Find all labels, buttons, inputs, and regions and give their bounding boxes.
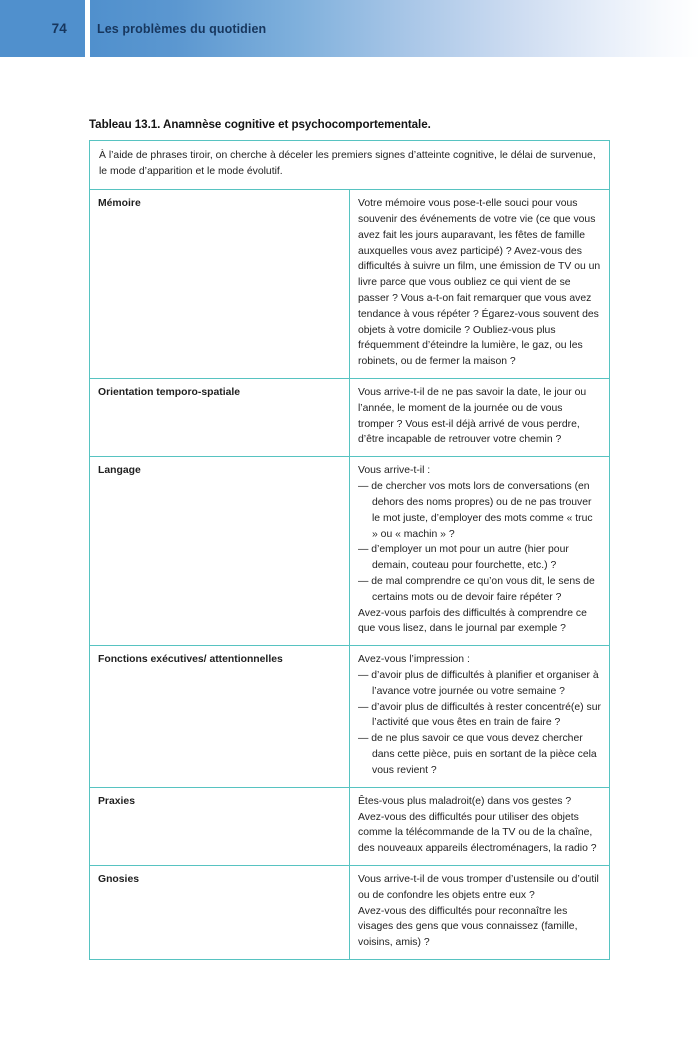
bullet-line: — de ne plus savoir ce que vous devez chercher dans cette pièce, puis en sortant de la pièce cela vous revient ? (358, 733, 597, 776)
table-row (90, 646, 610, 788)
content-line: Avez-vous des difficultés pour utiliser des objets comme la télécommande de la TV ou de la chaîne, des nouveaux appareils électroménagers, la radio ? (358, 811, 597, 855)
content-line: Avez-vous parfois des difficultés à comprendre ce que vous lisez, dans le journal par exemple ? (358, 607, 587, 635)
row-label-cell: Langage (90, 457, 350, 646)
row-content-cell (350, 865, 610, 959)
content-line: Vous arrive-t-il de ne pas savoir la date, le jour ou l’année, le moment de la journée ou de vous tromper ? Vous est-il déjà arrivé de vous perdre, d’être incapable de retrouver votre chemin ? (358, 387, 587, 446)
row-content-cell (350, 646, 610, 788)
intro-cell: À l’aide de phrases tiroir, on cherche à déceler les premiers signes d’atteinte cognitive, le délai de survenue, le mode d’apparition et le mode évolutif. (90, 141, 610, 190)
row-label-cell: Praxies (90, 787, 350, 865)
bullet-line: — de chercher vos mots lors de conversations (en dehors des noms propres) ou de ne pas trouver le mot juste, d’employer des mots comme « truc » ou « machin » ? (358, 481, 593, 540)
row-content-cell (350, 379, 610, 457)
row-label-cell: Gnosies (90, 865, 350, 959)
table-row (90, 787, 610, 865)
row-content-cell (350, 457, 610, 646)
bullet-line: — d’employer un mot pour un autre (hier pour demain, couteau pour fourchette, etc.) ? (358, 544, 569, 572)
content-line: Vous arrive-t-il de vous tromper d’ustensile ou d’outil ou de confondre les objets entre eux ? (358, 873, 599, 901)
row-label-cell: Mémoire (90, 190, 350, 379)
content-line: Êtes-vous plus maladroit(e) dans vos gestes ? (358, 795, 572, 807)
content-line: Avez-vous des difficultés pour reconnaître les visages des gens que vous connaissez (famille, voisins, amis) ? (358, 905, 578, 949)
table-row (90, 457, 610, 646)
table-block (89, 118, 610, 960)
row-label-cell: Orientation temporo-spatiale (90, 379, 350, 457)
table-caption: Tableau 13.1. Anamnèse cognitive et psychocomportementale. (89, 118, 431, 131)
row-content-cell (350, 190, 610, 379)
table-row-intro (90, 141, 610, 190)
bullet-line: — d’avoir plus de difficultés à rester concentré(e) sur l’activité que vous êtes en train de faire ? (358, 701, 601, 729)
page-number: 74 (51, 21, 67, 36)
content-line: Vous arrive-t-il : (358, 465, 431, 477)
table-body (90, 141, 610, 960)
folio-block (0, 0, 85, 57)
row-content-cell (350, 787, 610, 865)
table-row (90, 865, 610, 959)
bullet-line: — d’avoir plus de difficultés à planifier et organiser à l’avance votre journée ou votre semaine ? (358, 670, 599, 697)
table-row (90, 379, 610, 457)
bullet-line: — de mal comprendre ce qu’on vous dit, le sens de certains mots ou de devoir faire répéter ? (358, 575, 595, 603)
row-label-cell: Fonctions exécutives/ attentionnelles (90, 646, 350, 788)
table-row (90, 190, 610, 379)
running-title: Les problèmes du quotidien (97, 21, 267, 36)
content-line: Votre mémoire vous pose-t-elle souci pour vous souvenir des événements de votre vie (ce que vous avez fait les jours auparavant, les fêtes de famille auxquelles vous avez participé) ? Avez-vous des difficultés à suivre un film, une émission de TV ou un livre parce que vous oubliez ce qui vient de se passer ? Vous a-t-on fait remarquer que vous avez tendance à vous répéter ? Égarez-vous souvent des objets à votre domicile ? Oubliez-vous plus fréquemment d’éteindre la lumière, le gaz, ou les robinets, ou de fermer la maison ? (358, 198, 601, 368)
anamnese-table (89, 140, 610, 960)
page-running-header (0, 0, 700, 57)
content-line: Avez-vous l’impression : (358, 654, 470, 666)
